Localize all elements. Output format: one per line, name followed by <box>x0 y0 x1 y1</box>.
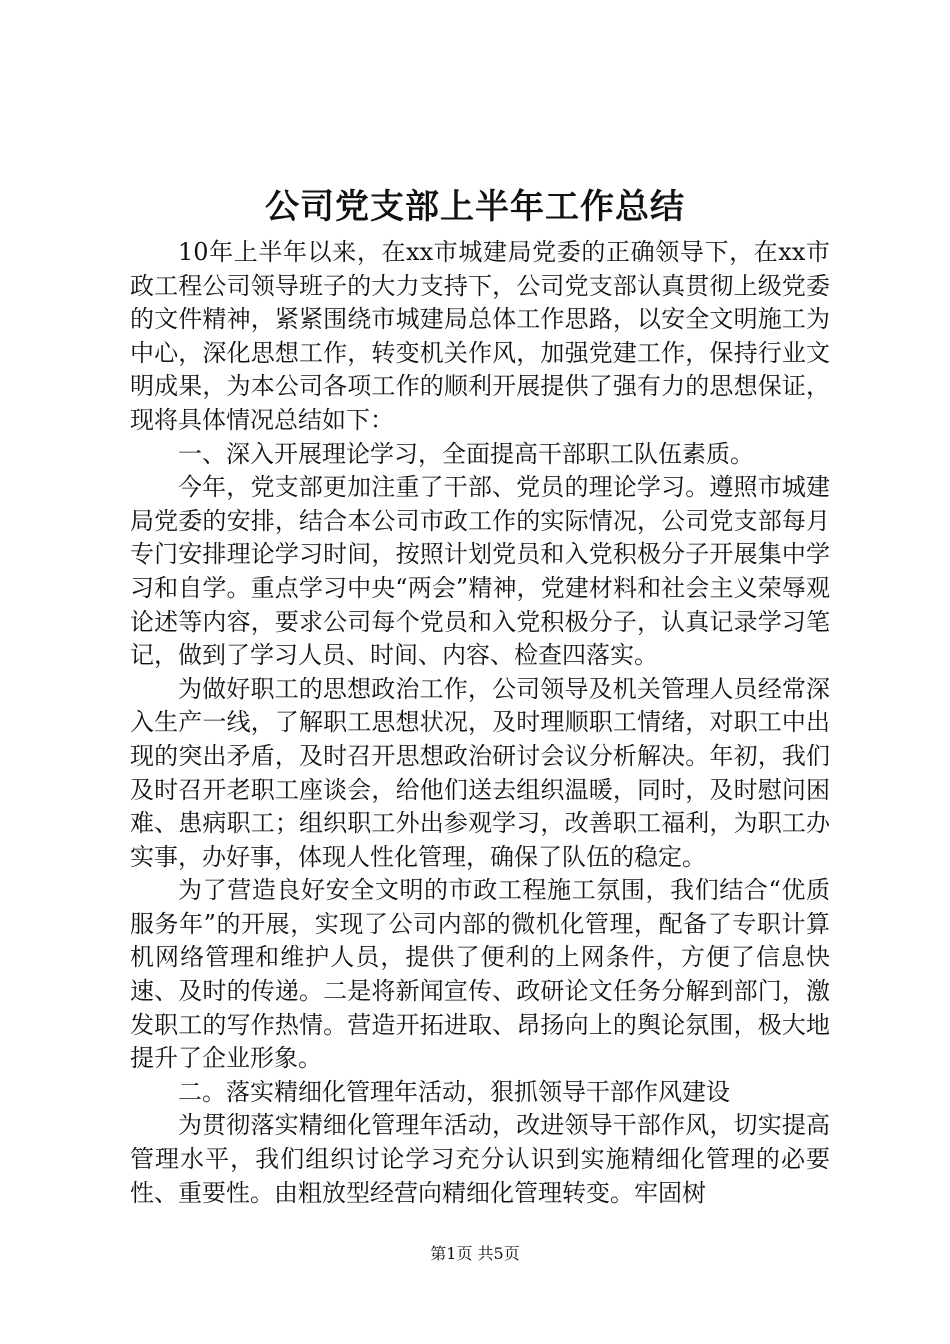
section-heading-1: 一、深入开展理论学习，全面提高干部职工队伍素质。 <box>178 439 754 468</box>
page-indicator: 第1页 共5页 <box>430 1244 520 1263</box>
paragraph-ideological-work: 为做好职工的思想政治工作，公司领导及机关管理人员经常深入生产一线，了解职工思想状况，及时理顺职工情绪，对职工中出现的突出矛盾，及时召开思想政治研讨会议分析解决。年初，我们及时召开老职工座谈会，给他们送去组织温暖，同时，及时慰问困难、患病职工；组织职工外出参观学习，改善职工福利，为职工办实事，办好事，体现人性化管理，确保了队伍的稳定。 <box>130 674 830 871</box>
paragraph-refined-management: 为贯彻落实精细化管理年活动，改进领导干部作风，切实提高管理水平，我们组织讨论学习充分认识到实施精细化管理的必要性、重要性。由粗放型经营向精细化管理转变。牢固树 <box>130 1111 830 1207</box>
paragraph-theory-study: 今年，党支部更加注重了干部、党员的理论学习。遵照市城建局党委的安排，结合本公司市政工作的实际情况，公司党支部每月专门安排理论学习时间，按照计划党员和入党积极分子开展集中学习和自学。重点学习中央“两会”精神，党建材料和社会主义荣辱观论述等内容，要求公司每个党员和入党积极分子，认真记录学习笔记，做到了学习人员、时间、内容、检查四落实。 <box>130 473 830 670</box>
paragraph-intro: 10年上半年以来，在xx市城建局党委的正确领导下，在xx市政工程公司领导班子的大力支持下，公司党支部认真贯彻上级党委的文件精神，紧紧围绕市城建局总体工作思路，以安全文明施工为中心，深化思想工作，转变机关作风，加强党建工作，保持行业文明成果，为本公司各项工作的顺利开展提供了强有力的思想保证，现将具体情况总结如下： <box>130 238 830 434</box>
document-body <box>130 236 830 1210</box>
paragraph-atmosphere: 为了营造良好安全文明的市政工程施工氛围，我们结合“优质服务年”的开展，实现了公司内部的微机化管理，配备了专职计算机网络管理和维护人员，提供了便利的上网条件，方便了信息快速、及时的传递。二是将新闻宣传、政研论文任务分解到部门，激发职工的写作热情。营造开拓进取、昂扬向上的舆论氛围，极大地提升了企业形象。 <box>130 876 830 1073</box>
document-title: 公司党支部上半年工作总结 <box>265 187 685 227</box>
section-heading-2: 二。落实精细化管理年活动，狠抓领导干部作风建设 <box>178 1077 730 1106</box>
